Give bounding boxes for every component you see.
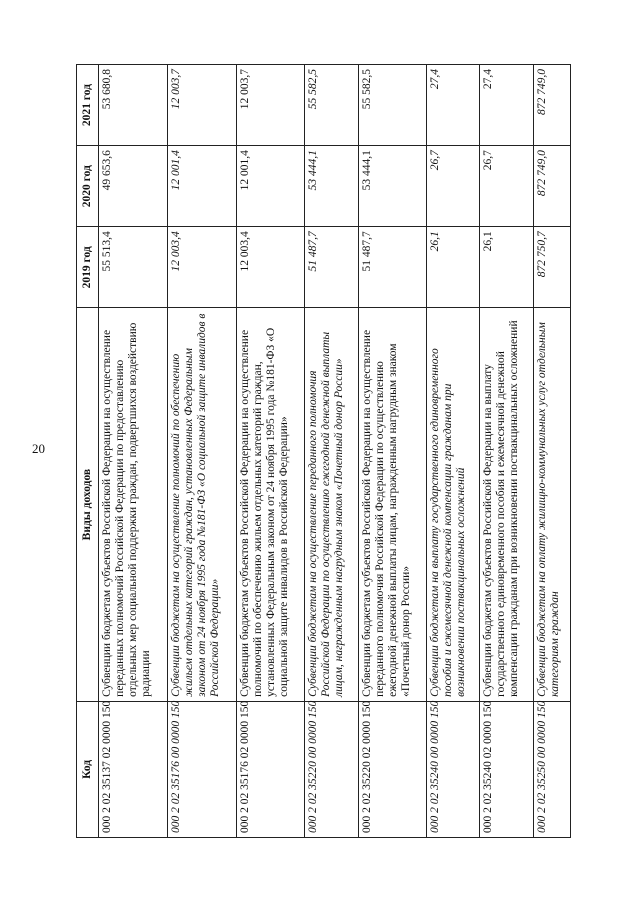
cell-name: Субвенции бюджетам на выплату государственного единовременного пособия и ежемесячной денежной компенсации гражданам при возникновении поствакцинальных осложнений bbox=[427, 308, 480, 702]
cell-2019: 26,1 bbox=[427, 227, 480, 308]
cell-2019: 12 003,4 bbox=[236, 227, 305, 308]
cell-name: Субвенции бюджетам субъектов Российской Федерации на осуществление полномочий по обеспечению жильем отдельных категорий граждан, установленных Федеральным законом от 24 ноября 1995 года №181-ФЗ «О социальной защите инвалидов в Российской Федерации» bbox=[236, 308, 305, 702]
cell-2021: 53 680,8 bbox=[99, 65, 168, 146]
table-body bbox=[99, 65, 571, 838]
cell-2021: 12 003,7 bbox=[236, 65, 305, 146]
cell-code: 000 2 02 35220 02 0000 150 bbox=[358, 701, 427, 837]
table-header-row bbox=[77, 65, 99, 838]
cell-2019: 26,1 bbox=[480, 227, 533, 308]
cell-code: 000 2 02 35240 02 0000 150 bbox=[480, 701, 533, 837]
cell-2020: 12 001,4 bbox=[167, 146, 236, 227]
cell-2019: 51 487,7 bbox=[358, 227, 427, 308]
cell-2020: 872 749,0 bbox=[533, 146, 570, 227]
cell-name: Субвенции бюджетам на осуществление переданного полномочия Российской Федерации по осуществлению ежегодной денежной выплаты лицам, награжденным нагрудным знаком «Почетный донор России» bbox=[305, 308, 358, 702]
cell-2020: 53 444,1 bbox=[305, 146, 358, 227]
table-row bbox=[480, 65, 533, 838]
header-revenue-type: Виды доходов bbox=[77, 308, 99, 702]
cell-2019: 55 513,4 bbox=[99, 227, 168, 308]
cell-2020: 53 444,1 bbox=[358, 146, 427, 227]
cell-name: Субвенции бюджетам на оплату жилищно-коммунальных услуг отдельным категориям граждан bbox=[533, 308, 570, 702]
cell-2021: 55 582,5 bbox=[358, 65, 427, 146]
cell-2021: 27,4 bbox=[480, 65, 533, 146]
revenue-table bbox=[76, 64, 571, 838]
cell-2021: 872 749,0 bbox=[533, 65, 570, 146]
header-2020: 2020 год bbox=[77, 146, 99, 227]
table-row bbox=[533, 65, 570, 838]
cell-2019: 12 003,4 bbox=[167, 227, 236, 308]
cell-code: 000 2 02 35250 00 0000 150 bbox=[533, 701, 570, 837]
table-row bbox=[305, 65, 358, 838]
cell-name: Субвенции бюджетам субъектов Российской Федерации на осуществление переданных полномочий Российской Федерации по предоставлению отдельных мер социальной поддержки граждан, подвергшихся воздействию радиации bbox=[99, 308, 168, 702]
table-row bbox=[427, 65, 480, 838]
cell-name: Субвенции бюджетам субъектов Российской Федерации на выплату государственного единовременного пособия и ежемесячной денежной компенсации гражданам при возникновении поствакцинальных осложнений bbox=[480, 308, 533, 702]
table-row bbox=[167, 65, 236, 838]
cell-code: 000 2 02 35176 00 0000 150 bbox=[167, 701, 236, 837]
table-row bbox=[99, 65, 168, 838]
table-row bbox=[236, 65, 305, 838]
cell-2021: 27,4 bbox=[427, 65, 480, 146]
cell-2021: 55 582,5 bbox=[305, 65, 358, 146]
table-row bbox=[358, 65, 427, 838]
cell-2020: 12 001,4 bbox=[236, 146, 305, 227]
header-code: Код bbox=[77, 701, 99, 837]
cell-2020: 26,7 bbox=[480, 146, 533, 227]
cell-name: Субвенции бюджетам на осуществление полномочий по обеспечению жильем отдельных категорий граждан, установленных Федеральным законом от 24 ноября 1995 года №181-ФЗ «О социальной защите инвалидов в Российской Федерации» bbox=[167, 308, 236, 702]
cell-2020: 49 653,6 bbox=[99, 146, 168, 227]
rotated-table-container bbox=[76, 64, 571, 838]
page-number: 20 bbox=[32, 441, 45, 456]
cell-code: 000 2 02 35176 02 0000 150 bbox=[236, 701, 305, 837]
cell-2019: 872 750,7 bbox=[533, 227, 570, 308]
cell-2019: 51 487,7 bbox=[305, 227, 358, 308]
header-2019: 2019 год bbox=[77, 227, 99, 308]
cell-2021: 12 003,7 bbox=[167, 65, 236, 146]
cell-2020: 26,7 bbox=[427, 146, 480, 227]
header-2021: 2021 год bbox=[77, 65, 99, 146]
cell-code: 000 2 02 35220 00 0000 150 bbox=[305, 701, 358, 837]
cell-code: 000 2 02 35240 00 0000 150 bbox=[427, 701, 480, 837]
cell-name: Субвенции бюджетам субъектов Российской Федерации на осуществление переданного полномочия Российской Федерации по осуществлению ежегодной денежной выплаты лицам, награжденным нагрудным знаком «Почетный донор России» bbox=[358, 308, 427, 702]
cell-code: 000 2 02 35137 02 0000 150 bbox=[99, 701, 168, 837]
